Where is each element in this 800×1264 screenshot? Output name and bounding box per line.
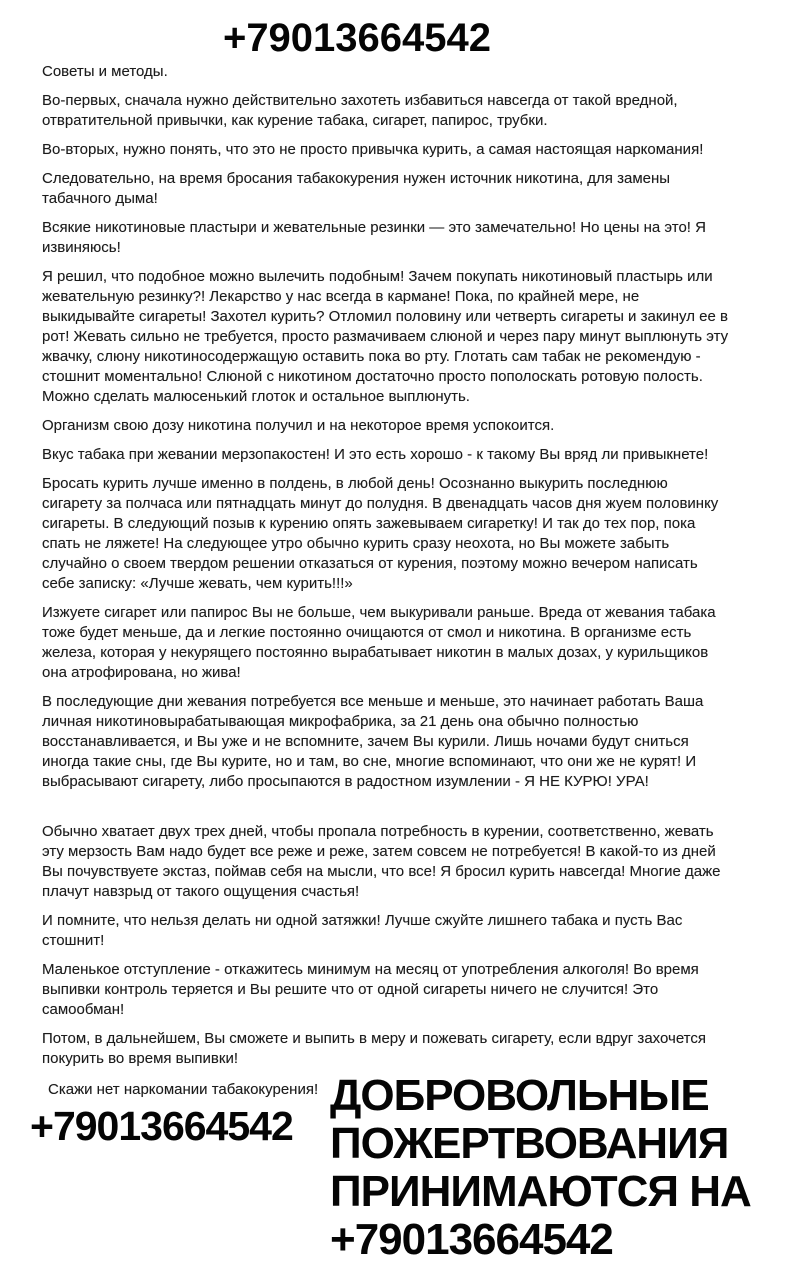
paragraph: Потом, в дальнейшем, Вы сможете и выпить в меру и пожевать сигарету, если вдруг захочется покурить во время выпивки! bbox=[42, 1030, 706, 1067]
document-body bbox=[42, 62, 730, 1069]
paragraph: Бросать курить лучше именно в полдень, в любой день! Осознанно выкурить последнюю сигарету за полчаса или пятнадцать минут до полудня. В двенадцать часов дня жуем половинку сигареты. В следующий позыв к курению опять зажевываем сигаретку! И так до тех пор, пока спать не ляжете! На следующее утро обычно курить сразу неохота, но Вы можете забыть случайно о своем твердом решении отказаться от курения, поэтому можно вечером написать себе записку: «Лучше жевать, чем курить!!!» bbox=[42, 475, 719, 592]
document-title: Советы и методы. bbox=[42, 63, 168, 80]
paragraph: Изжуете сигарет или папирос Вы не больше, чем выкуривали раньше. Вреда от жевания табака тоже будет меньше, да и легкие постоянно очищаются от смол и никотина. В организме есть железа, которая у некурящего постоянно вырабатывает никотин в малых дозах, у курильщиков она атрофирована, но жива! bbox=[42, 604, 716, 681]
donation-phone-number: +79013664542 bbox=[330, 1215, 613, 1264]
paragraph: Следовательно, на время бросания табакокурения нужен источник никотина, для замены табачного дыма! bbox=[42, 170, 671, 207]
donation-line: ПОЖЕРТВОВАНИЯ bbox=[330, 1119, 729, 1168]
donation-line: ДОБРОВОЛЬНЫЕ bbox=[330, 1071, 709, 1120]
paragraph: В последующие дни жевания потребуется все меньше и меньше, это начинает работать Ваша личная никотиновырабатывающая микрофабрика, за 21 день она обычно полностью восстанавливается, и Вы уже и не вспомните, зачем Вы курили. Лишь ночами будут сниться иногда такие сны, где Вы курите, но и там, во сне, многие вспоминают, что они же не курят! И выбрасывают сигарету, либо просыпаются в радостном изумлении - Я НЕ КУРЮ! УРА! bbox=[42, 693, 704, 790]
bottom-phone-number: +79013664542 bbox=[30, 1103, 293, 1149]
top-phone-number: +79013664542 bbox=[222, 16, 492, 60]
paragraph: Организм свою дозу никотина получил и на некоторое время успокоится. bbox=[42, 417, 555, 434]
paragraph: Маленькое отступление - откажитесь минимум на месяц от употребления алкоголя! Во время выпивки контроль теряется и Вы решите что от одной сигареты ничего не случится! Это самообман! bbox=[42, 961, 699, 1018]
paragraph: Вкус табака при жевании мерзопакостен! И это есть хорошо - к такому Вы вряд ли привыкнете! bbox=[42, 446, 709, 463]
paragraph: Во-первых, сначала нужно действительно захотеть избавиться навсегда от такой вредной, отвратительной привычки, как курение табака, сигарет, папирос, трубки. bbox=[42, 92, 678, 129]
paragraph: И помните, что нельзя делать ни одной затяжки! Лучше сжуйте лишнего табака и пусть Вас стошнит! bbox=[42, 912, 683, 949]
paragraph: Обычно хватает двух трех дней, чтобы пропала потребность в курении, соответственно, жевать эту мерзость Вам надо будет все реже и реже, затем совсем не потребуется! В какой-то из дней Вы почувствуете экстаз, поймав себя на мысли, что все! Я бросил курить навсегда! Многие даже плачут навзрыд от такого ощущения счастья! bbox=[42, 823, 721, 900]
slogan-text: Скажи нет наркомании табакокурения! bbox=[48, 1081, 319, 1098]
donation-line: ПРИНИМАЮТСЯ НА bbox=[330, 1167, 751, 1216]
paragraph: Всякие никотиновые пластыри и жевательные резинки — это замечательно! Но цены на это! Я извиняюсь! bbox=[42, 219, 706, 256]
paragraph: Во-вторых, нужно понять, что это не просто привычка курить, а самая настоящая наркомания! bbox=[42, 141, 704, 158]
footer bbox=[30, 1071, 751, 1264]
footer-left bbox=[30, 1078, 319, 1149]
donation-notice bbox=[330, 1072, 751, 1264]
paragraph: Я решил, что подобное можно вылечить подобным! Зачем покупать никотиновый пластырь или жевательную резинку?! Лекарство у нас всегда в кармане! Пока, по крайней мере, не выкидывайте сигареты! Захотел курить? Отломил половину или четверть сигареты и закинул ее в рот! Жевать сильно не требуется, просто размачиваем слюной и через пару минут выплюнуть эту жвачку, слюну никотиносодержащую оставить пока во рту. Глотать сам табак не рекомендую - стошнит моментально! Слюной с никотином достаточно просто пополоскать ротовую полость. Можно сделать малюсенький глоток и остальное выплюнуть. bbox=[42, 268, 729, 405]
